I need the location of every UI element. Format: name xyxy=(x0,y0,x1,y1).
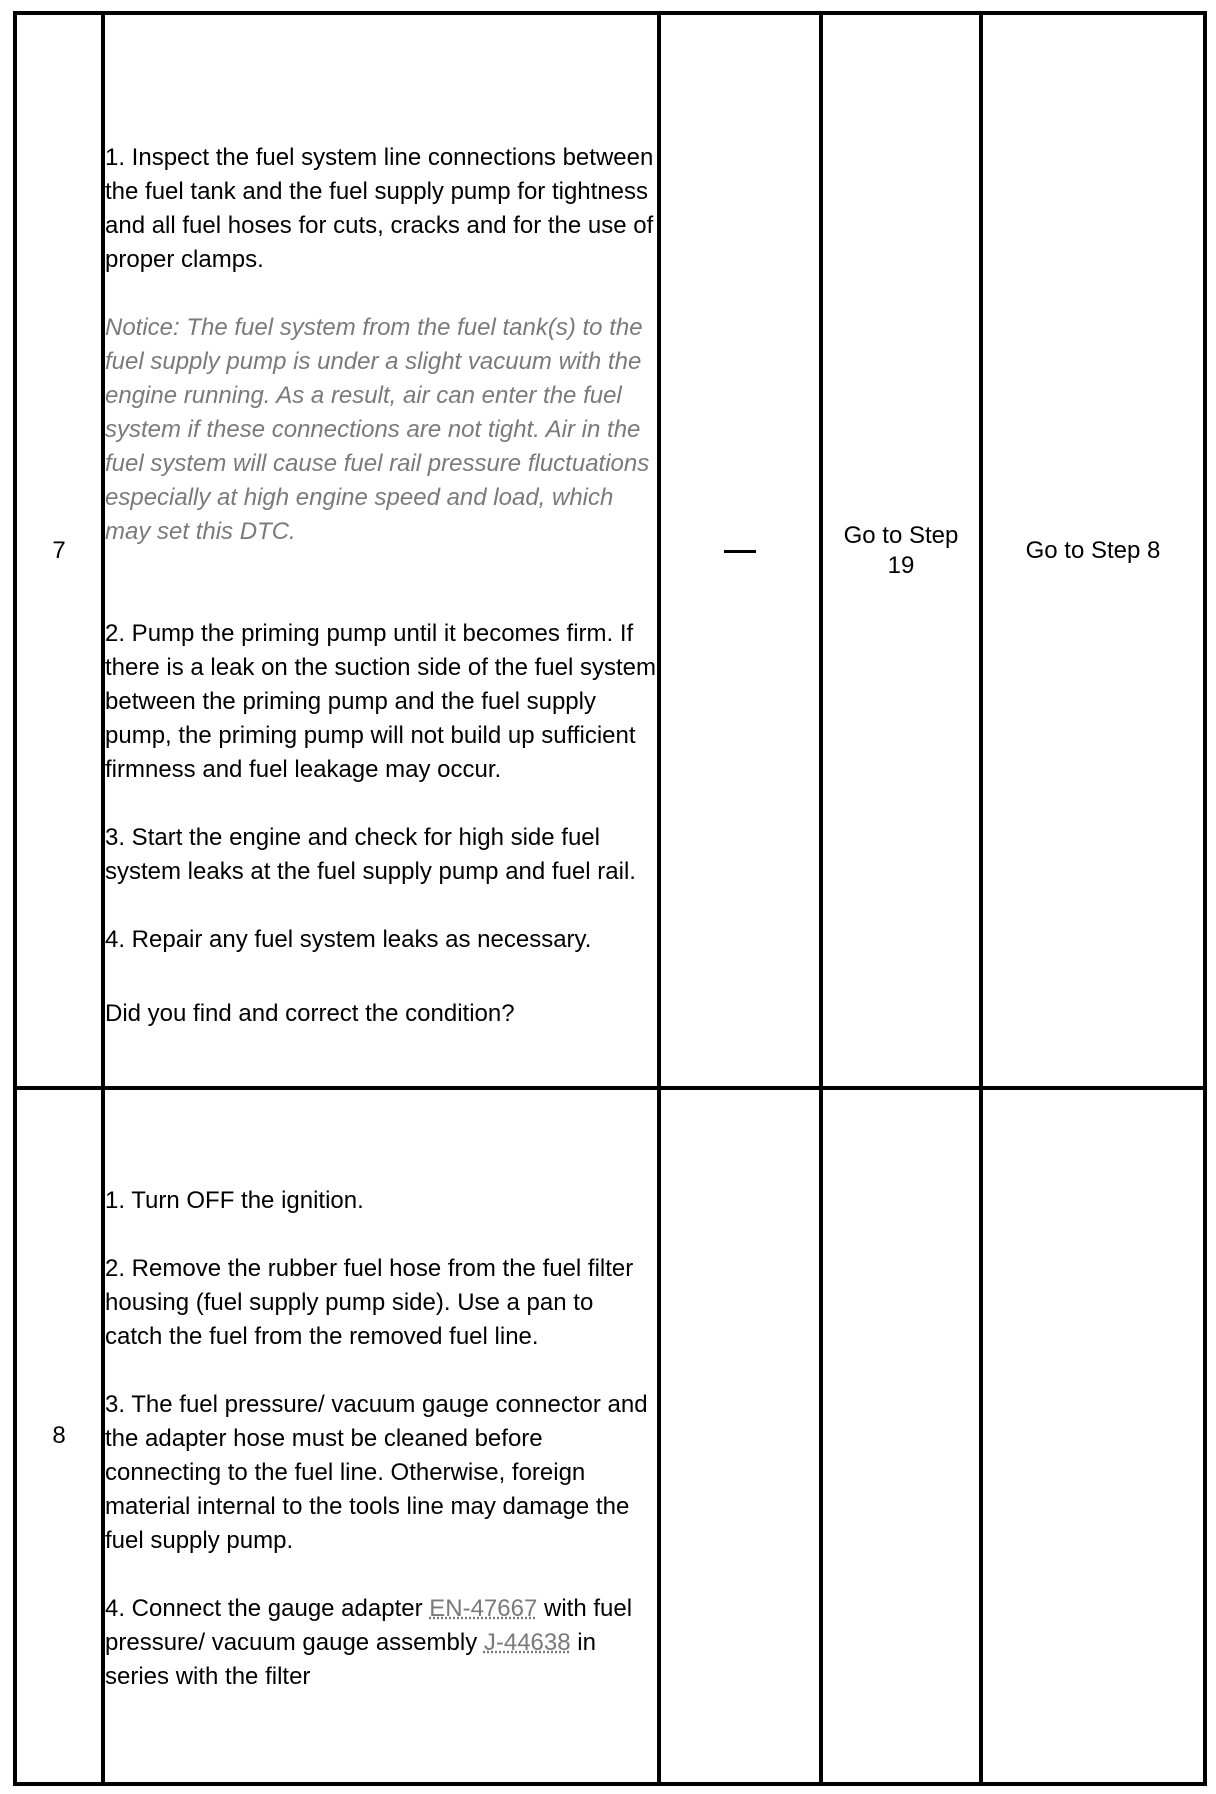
step4-text-c: in series with the filter xyxy=(105,1628,596,1690)
action-paragraph xyxy=(105,1592,657,1694)
action-paragraph: 1. Inspect the fuel system line connections between the fuel tank and the fuel supply pump for tightness and all fuel hoses for cuts, cracks and for the use of proper clamps. xyxy=(105,144,654,273)
question-text: Did you find and correct the condition? xyxy=(105,1000,515,1027)
tool-link-en-47667[interactable]: EN-47667 xyxy=(429,1594,538,1622)
tool-link-j-44638[interactable]: J-44638 xyxy=(483,1628,571,1656)
value-cell xyxy=(659,13,821,1088)
action-paragraph: 1. Turn OFF the ignition. xyxy=(105,1186,364,1214)
action-paragraph: 2. Pump the priming pump until it becomes firm. If there is a leak on the suction side of the fuel system between the priming pump and the fuel supply pump, the priming pump will not build up sufficient firmness and fuel leakage may occur. xyxy=(105,620,656,783)
step-number: 8 xyxy=(15,1088,103,1784)
yes-cell: Go to Step 19 xyxy=(821,13,981,1088)
notice-text: Notice: The fuel system from the fuel tank(s) to the fuel supply pump is under a slight vacuum with the engine running. As a result, air can enter the fuel system if these connections are not tight. Air in the fuel system will cause fuel rail pressure fluctuations especially at high engine speed and load, which may set this DTC. xyxy=(105,314,650,545)
action-paragraph: 3. The fuel pressure/ vacuum gauge connector and the adapter hose must be cleaned before connecting to the fuel line. Otherwise, foreign material internal to the tools line may damage the fuel supply pump. xyxy=(105,1390,648,1554)
action-paragraph: 2. Remove the rubber fuel hose from the fuel filter housing (fuel supply pump side). Use a pan to catch the fuel from the removed fuel line. xyxy=(105,1254,634,1350)
action-paragraph: 3. Start the engine and check for high side fuel system leaks at the fuel supply pump and fuel rail. xyxy=(105,824,636,885)
action-cell xyxy=(103,1088,659,1784)
step-number: 7 xyxy=(15,13,103,1088)
step4-text-a: 4. Connect the gauge adapter xyxy=(105,1594,430,1622)
diagnostic-steps-table xyxy=(13,11,1207,1786)
no-cell: Go to Step 8 xyxy=(981,13,1205,1088)
table-row xyxy=(15,1088,1205,1784)
table-row xyxy=(15,13,1205,1088)
no-cell xyxy=(981,1088,1205,1784)
action-cell xyxy=(103,13,659,1088)
value-cell xyxy=(659,1088,821,1784)
yes-cell xyxy=(821,1088,981,1784)
action-paragraph: 4. Repair any fuel system leaks as necessary. xyxy=(105,926,592,953)
step4-text-b: with fuel pressure/ vacuum gauge assembly xyxy=(105,1594,633,1656)
value-dash xyxy=(724,550,756,553)
